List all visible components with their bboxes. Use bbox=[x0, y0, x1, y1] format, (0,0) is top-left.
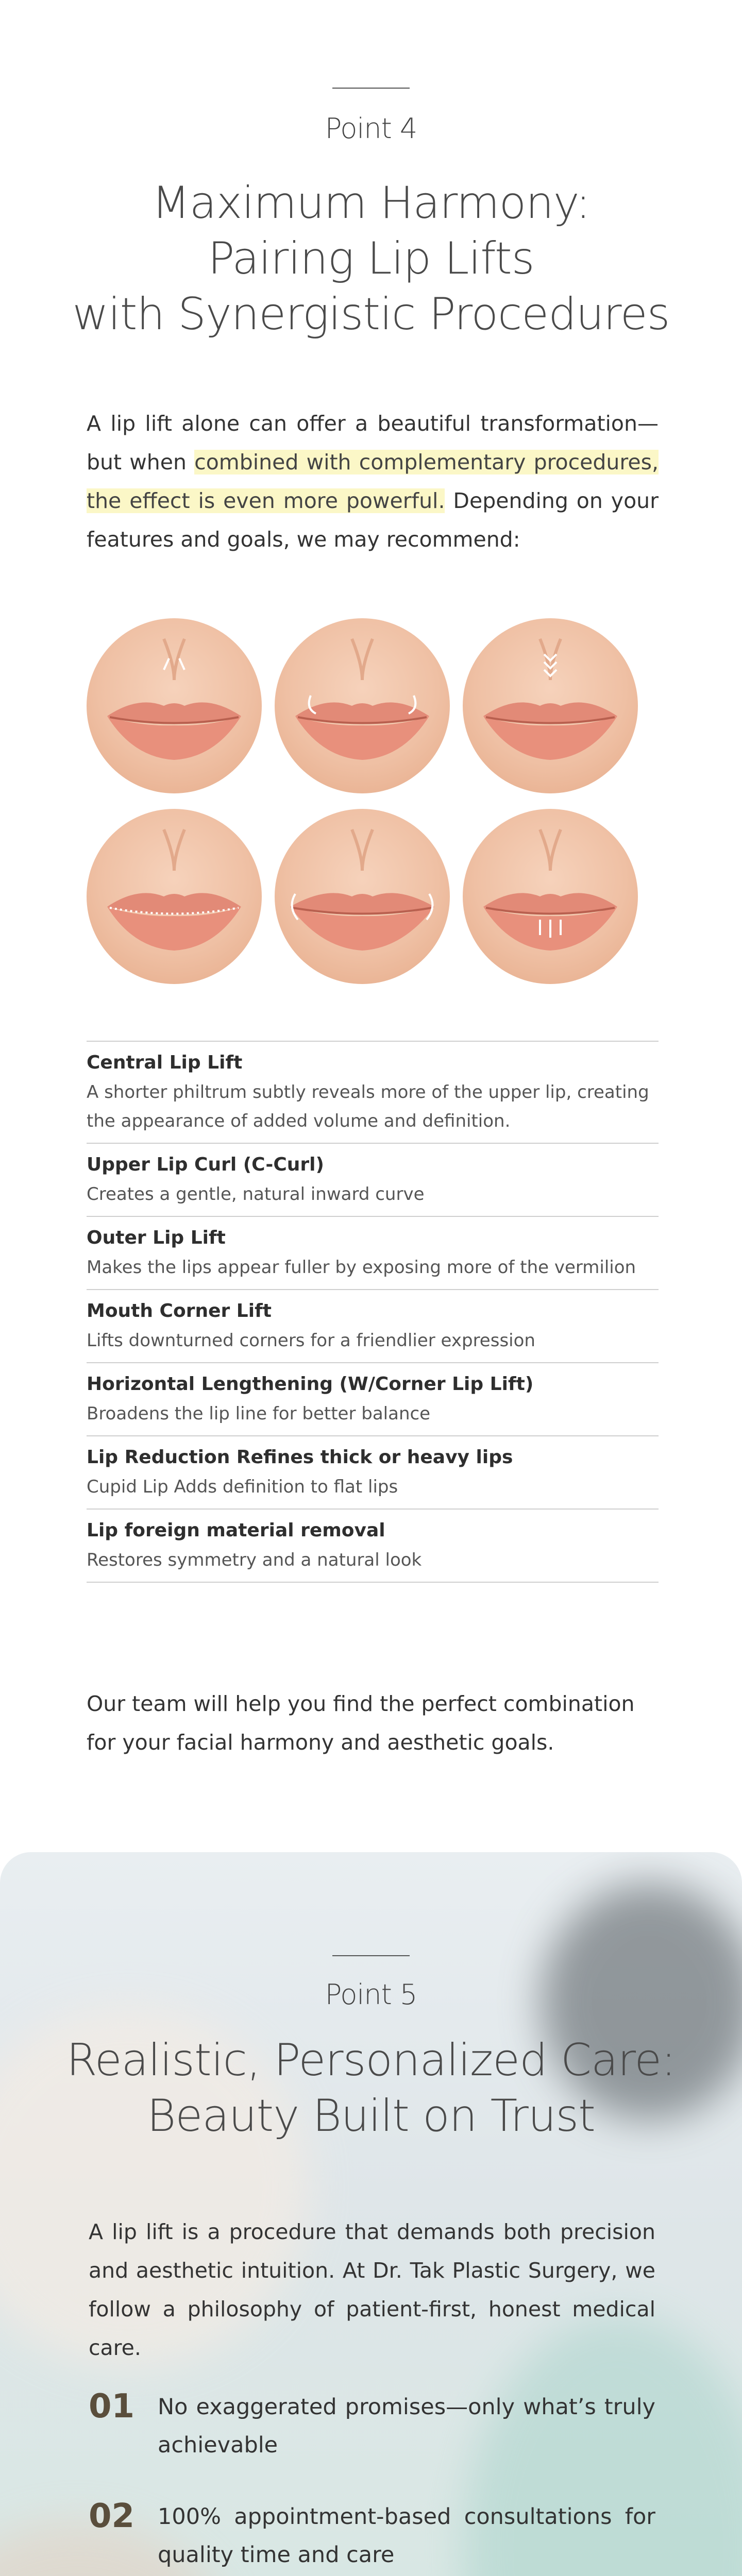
point5-intro: A lip lift is a procedure that demands both precision and aesthetic intuition. At Dr. Tak Plastic Surgery, we follow a philosophy of patient-first, honest medical care. bbox=[89, 2219, 655, 2360]
list-number: 01 bbox=[89, 2387, 135, 2426]
procedure-desc: Creates a gentle, natural inward curve bbox=[87, 1184, 425, 1205]
procedure-desc: Restores symmetry and a natural look bbox=[87, 1550, 422, 1570]
point5-label: Point 5 bbox=[325, 1978, 417, 2011]
lip-illustration-grid bbox=[87, 618, 659, 999]
procedure-title: Outer Lip Lift bbox=[87, 1227, 226, 1248]
mouth-corner-lift-illustration bbox=[87, 809, 262, 984]
point4-intro-text-end: Depending on your features and goals, we may recommend: bbox=[87, 488, 659, 552]
procedure-title: Lip foreign material removal bbox=[87, 1520, 385, 1541]
procedure-title: Horizontal Lengthening (W/Corner Lip Lift) bbox=[87, 1374, 534, 1395]
procedure-desc: Lifts downturned corners for a friendlier expression bbox=[87, 1330, 535, 1351]
point5-title: Realistic, Personalized Care: Beauty Built on Trust bbox=[66, 2035, 676, 2142]
point4-title: Maximum Harmony: Pairing Lip Lifts with Synergistic Procedures bbox=[72, 177, 670, 340]
point4-divider bbox=[332, 88, 410, 89]
procedure-list bbox=[87, 1041, 659, 1583]
procedure-row bbox=[87, 1144, 659, 1217]
procedure-row bbox=[87, 1436, 659, 1510]
procedure-desc: Broadens the lip line for better balance bbox=[87, 1403, 431, 1424]
procedure-title: Upper Lip Curl (C-Curl) bbox=[87, 1154, 324, 1175]
outer-lip-lift-illustration bbox=[463, 618, 638, 793]
procedure-desc: A shorter philtrum subtly reveals more of the upper lip, creating the appearance of added volume and definition. bbox=[87, 1082, 649, 1131]
procedure-row bbox=[87, 1290, 659, 1363]
horizontal-lengthening-illustration bbox=[275, 809, 450, 984]
procedure-desc: Cupid Lip Adds definition to flat lips bbox=[87, 1477, 398, 1497]
point4-intro-highlight: combined with complementary procedures, the effect is even more powerful. bbox=[87, 450, 659, 513]
procedure-row bbox=[87, 1510, 659, 1583]
list-text: No exaggerated promises—only what’s truly achievable bbox=[158, 2394, 655, 2458]
procedure-row bbox=[87, 1217, 659, 1290]
procedure-row bbox=[87, 1042, 659, 1144]
point4-label: Point 4 bbox=[325, 112, 417, 145]
procedure-title: Central Lip Lift bbox=[87, 1052, 243, 1073]
upper-lip-curl-illustration bbox=[275, 618, 450, 793]
lip-reduction-illustration bbox=[463, 809, 638, 984]
point4-outro: Our team will help you find the perfect combination for your facial harmony and aesthetic goals. bbox=[87, 1691, 635, 1755]
procedure-row bbox=[87, 1363, 659, 1436]
list-text: 100% appointment-based consultations for quality time and care bbox=[158, 2504, 655, 2568]
list-number: 02 bbox=[89, 2497, 135, 2535]
point5-content bbox=[0, 1852, 742, 2576]
point4-intro-text: A lip lift alone can offer a beautiful transformation—but when bbox=[87, 411, 659, 474]
point5-section bbox=[0, 1852, 742, 2576]
point5-divider bbox=[332, 1955, 410, 1956]
point4-intro bbox=[87, 404, 659, 559]
procedure-title: Lip Reduction Refines thick or heavy lips bbox=[87, 1447, 513, 1468]
procedure-desc: Makes the lips appear fuller by exposing more of the vermilion bbox=[87, 1257, 636, 1278]
central-lip-lift-illustration bbox=[87, 618, 262, 793]
procedure-title: Mouth Corner Lift bbox=[87, 1300, 272, 1321]
